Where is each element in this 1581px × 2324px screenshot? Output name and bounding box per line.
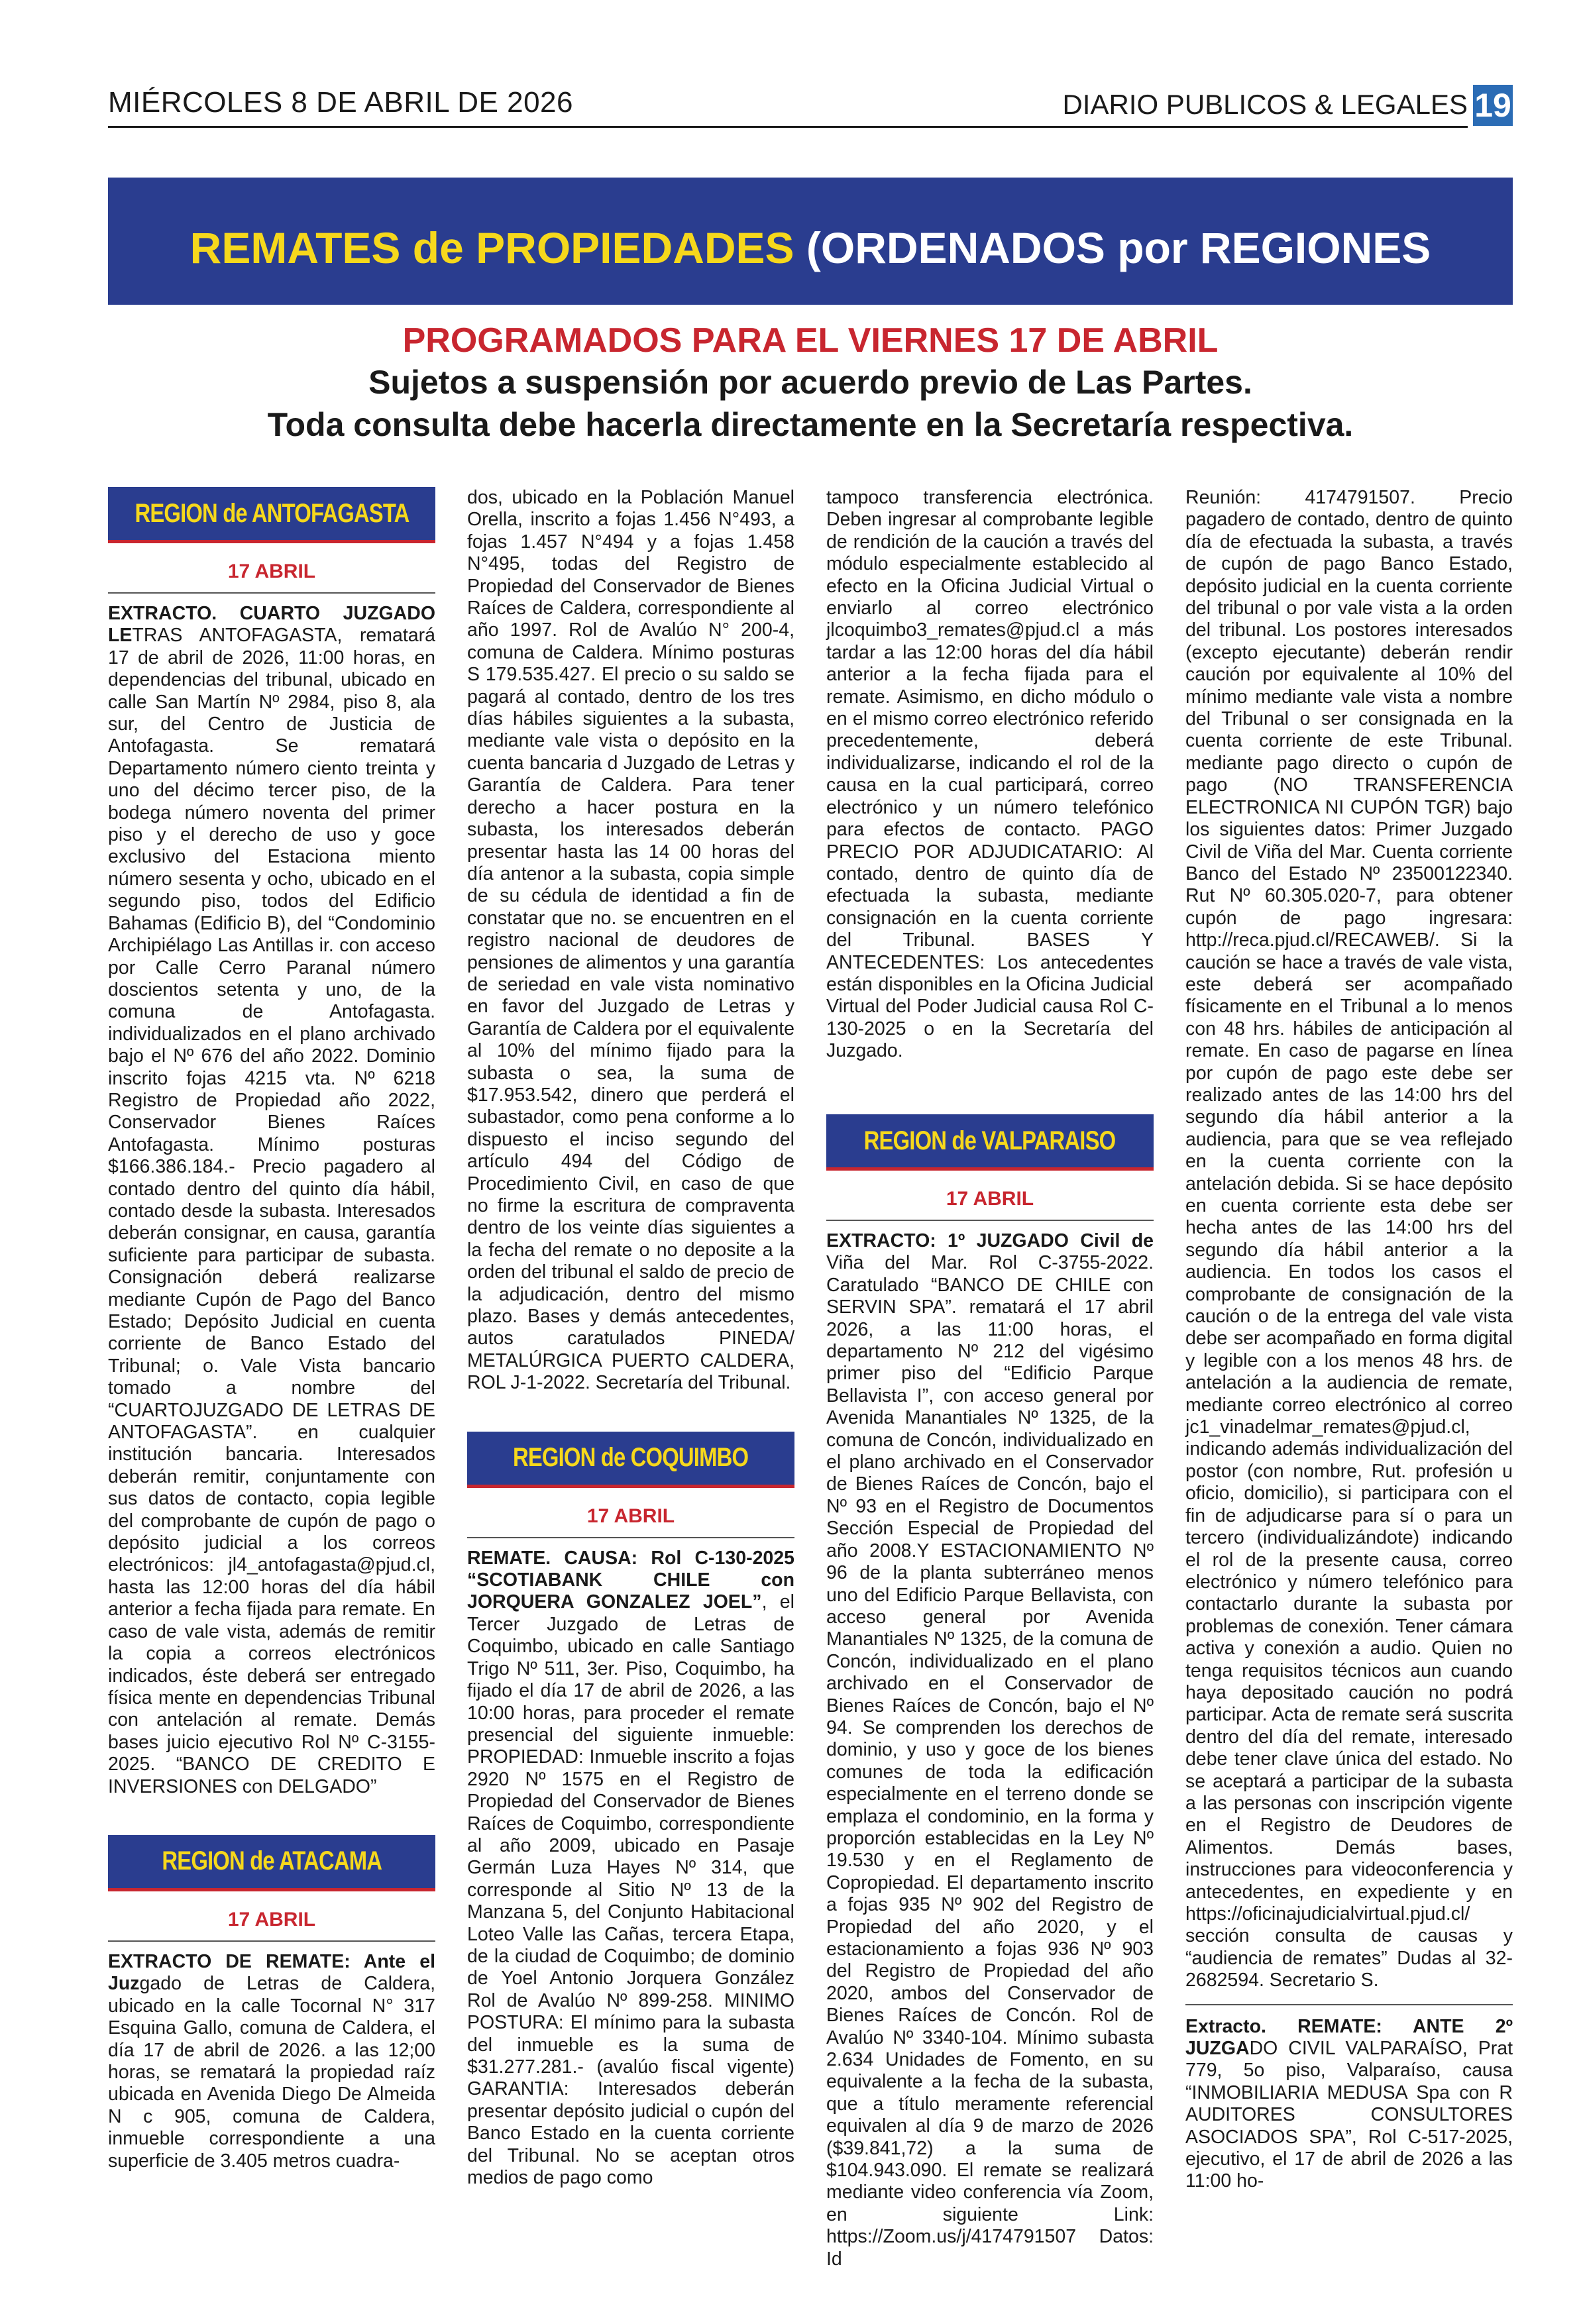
banner-title-part1: REMATES de PROPIEDADES (190, 223, 794, 272)
notice-atacama-continued: dos, ubicado en la Población Manuel Orella, inscrito a fojas 1.456 N°493, a fojas 1.457 N°494 y a fojas 1.458 N°495, todas del Registro de Propiedad del Conservador de Bienes Raíces de Caldera, correspondiente al año 1997. Rol de Avalúo N° 200-4, comuna de Caldera. Mínimo posturas S 179.535.427. El precio o su saldo se pagará al contado, dentro de los tres días hábiles siguientes a la subasta, mediante vale vista o depósito en la cuenta bancaria d Juzgado de Letras y Garantía de Caldera. Para tener derecho a hacer postura en la subasta, los interesados deberán presentar hasta las 14 00 horas del día antenor a la subasta, copia simple de su cédula de identidad a fin de constatar que no. se encuentren en el registro nacional de deudores de pensiones de alimentos y una garantía de seriedad en vale vista nominativo en favor del Juzgado de Letras y Garantía de Caldera por el equivalente al 10% del mínimo fijado para la subasta o sea, la suma de $17.953.542, dinero que perderá el subastador, como pena conforme a lo dispuesto el inciso segundo del artículo 494 del Código de Procedimiento Civil, en caso de que no firme la escritura de compraventa dentro de los veinte días siguientes a la fecha del remate o no deposite a la orden del tribunal el saldo de precio de la adjudicación, dentro del mismo plazo. Bases y demás antecedentes, autos caratulados PINEDA/ METALÚRGICA PUERTO CALDERA, ROL J-1-2022. Secretaría del Tribunal. (467, 487, 794, 1394)
notice-antofagasta (108, 603, 435, 1798)
banner-title-part2: (ORDENADOS por REGIONES (794, 223, 1431, 272)
spacer (826, 1106, 1154, 1114)
publication-name: DIARIO PUBLICOS & LEGALES (1062, 89, 1468, 120)
banner-top-strip (108, 178, 1513, 195)
notice-body: Viña del Mar. Rol C-3755-2022. Caratulado “BANCO DE CHILE con SERVIN SPA”. rematará el 17 abril 2026, a las 11:00 horas, el departamento Nº 212 del vigésimo primer piso del “Edificio Parque Bellavista I”, con acceso general por Avenida Manantiales Nº 1325, de la comuna de Concón, individualizado en el plano archivado en el Conservador de Bienes Raíces de Concón, bajo el Nº 93 en el Registro de Documentos Sección Especial de Propiedad del año 2008.Y ESTACIONAMIENTO Nº 96 de la planta subterráneo menos uno del Edificio Parque Bellavista, con acceso general por Avenida Manantiales Nº 1325, de la comuna de Concón, individualizado en el plano archivado en el Conservador de Bienes Raíces de Concón, bajo el Nº 94. Se comprenden los derechos de dominio, y uso y goce de los bienes comunes de toda la edificación especialmente en el terreno donde se emplaza el condominio, en la forma y proporción establecidas en la Ley Nº 19.530 y en el Reglamento de Copropiedad. El departamento inscrito a fojas 935 Nº 902 del Registro de Propiedad del año 2020, y el estacionamiento a fojas 936 Nº 903 del Registro de Propiedad del año 2020, ambos del Conservador de Bienes Raíces de Concón. Rol de Avalúo Nº 3340-104. Mínimo subasta 2.634 Unidades de Fomento, en su equivalente a la fecha de la subasta, que a título meramente referencial equivalen al día 9 de marzo de 2026 ($39.841,72) a la suma de $104.943.090. El remate se realizará mediante video conferencia vía Zoom, en siguiente Link: https://Zoom.us/j/4174791507 Datos: Id (826, 1252, 1154, 2270)
auction-date: 17 ABRIL (108, 547, 435, 594)
region-label: REGION de ANTOFAGASTA (134, 498, 409, 528)
column-1 (108, 487, 435, 2223)
notice-coquimbo (467, 1548, 794, 2190)
notice-body: DO CIVIL VALPARAÍSO, Prat 779, 5o piso, Valparaíso, causa “INMOBILIARIA MEDUSA Spa con R AUDITORES CONSULTORES ASOCIADOS SPA”, Rol C-517-2025, ejecutivo, el 17 de abril de 2026 a las 11:00 ho- (1185, 2038, 1513, 2192)
column-2 (467, 487, 794, 2223)
banner-title (108, 223, 1513, 273)
page-header (108, 85, 1513, 125)
page-number: 19 (1473, 85, 1513, 126)
notice-body: TRAS ANTOFAGASTA, rematará 17 de abril de 2026, 11:00 horas, en dependencias del tribunal, ubicado en calle San Martín Nº 2984, piso 8, ala sur, del Centro de Justicia de Antofagasta. Se rematará Departamento número ciento treinta y uno del décimo tercer piso, de la bodega número noventa del primer piso y el derecho de uso y goce exclusivo del Estaciona miento número sesenta y ocho, ubicado en el segundo piso, todos del Edificio Bahamas (Edificio B), del “Condominio Archipiélago Las Antillas ir. con acceso por Calle Cerro Paranal número doscientos setenta y uno, de la comuna de Antofagasta. individualizados en el plano archivado bajo el Nº 676 del año 2022. Dominio inscrito fojas 4215 vta. Nº 6218 Registro de Propiedad año 2022, Conservador Bienes Raíces Antofagasta. Mínimo posturas $166.386.184.- Precio pagadero al contado dentro del quinto día hábil, contado desde la subasta. Interesados deberán consignar, en causa, garantía suficiente para participar de subasta. Consignación deberá realizarse mediante Cupón de Pago del Banco Estado; Depósito Judicial en cuenta corriente de Banco Estado del Tribunal; o. Vale Vista bancario tomado a nombre del “CUARTOJUZGADO DE LETRAS DE ANTOFAGASTA”. en cualquier institución bancaria. Interesados deberán remitir, conjuntamente con sus datos de contacto, copia legible del comprobante de cupón de pago o depósito judicial a los correos electrónicos: jl4_antofagasta@pjud.cl, hasta las 12:00 horas del día hábil anterior a fecha fijada para remate. En caso de vale vista, además de remitir la copia a correos electrónicos indicados, éste deberá ser entregado física mente en dependencias Tribunal con antelación al remate. Demás bases juicio ejecutivo Rol Nº C-3155-2025. “BANCO DE CREDITO E INVERSIONES con DELGADO” (108, 625, 435, 1797)
auction-date: 17 ABRIL (108, 1895, 435, 1942)
notice-coquimbo-continued: tampoco transferencia electrónica. Deben ingresar al comprobante legible de rendición de la caución a través del módulo especialmente establecido al efecto en la Oficina Judicial Virtual o enviarlo al correo electrónico jlcoquimbo3_remates@pjud.cl a más tardar a las 12:00 horas del día hábil anterior a la fecha fijada para el remate. Asimismo, en dicho módulo o en el mismo correo electrónico referido precedentemente, deberá individualizarse, indicando el rol de la causa en la cual participará, correo electrónico y un número telefónico para efectos de contacto. PAGO PRECIO POR ADJUDICATARIO: Al contado, dentro de quinto día de efectuada la subasta, mediante consignación en la cuenta corriente del Tribunal. BASES Y ANTECEDENTES: Los antecedentes están disponibles en la Oficina Judicial Virtual del Poder Judicial causa Rol C-130-2025 o en la Secretaría del Juzgado. (826, 487, 1154, 1062)
schedule-heading: PROGRAMADOS PARA EL VIERNES 17 DE ABRIL (402, 321, 1219, 360)
auction-date: 17 ABRIL (826, 1175, 1154, 1221)
suspension-note: Sujetos a suspensión por acuerdo previo de Las Partes. (368, 364, 1252, 401)
spacer (108, 1798, 435, 1835)
region-label: REGION de COQUIMBO (513, 1443, 749, 1473)
issue-date: MIÉRCOLES 8 DE ABRIL DE 2026 (108, 86, 573, 119)
column-4 (1185, 487, 1513, 2223)
notice-valparaiso-continued: Reunión: 4174791507. Precio pagadero de contado, dentro de quinto día de efectuada la subasta, a través de cupón de pago Banco Estado, depósito judicial en la cuenta corriente del tribunal o por vale vista a la orden del tribunal. Los postores interesados (excepto ejecutante) deberán rendir caución por equivalente al 10% del mínimo mediante vale vista a nombre del Tribunal o ser consignada en la cuenta corriente de este Tribunal. mediante pago directo o cupón de pago (NO TRANSFERENCIA ELECTRONICA NI CUPÓN TGR) bajo los siguientes datos: Primer Juzgado Civil de Viña del Mar. Cuenta corriente Banco del Estado Nº 23500122340. Rut Nº 60.305.020-7, para obtener cupón de pago ingresara: http://reca.pjud.cl/RECAWEB/. Si la caución se hace a través de vale vista, este deberá ser acompañado físicamente en el Tribunal a lo menos con 48 hrs. hábiles de anticipación al remate. En caso de pagarse en línea por cupón de pago este debe ser realizado antes de las 14:00 hrs del segundo día hábil anterior a la audiencia, para que se vea reflejado en la cuenta corriente con la antelación debida. Si se hace depósito en cuenta corriente esta debe ser hecha antes de las 14:00 hrs del segundo día hábil anterior a la audiencia. En todos los casos el comprobante de consignación de la caución o de la entrega del vale vista debe ser acompañado en forma digital y legible con a los menos 48 hrs. de antelación a la audiencia de remate, mediante correo electrónico al correo jc1_vinadelmar_remates@pjud.cl, indicando además individualización del postor (con nombre, Rut. profesión u oficio, domicilio), si participara con el fin de adjudicarse para sí o para un tercero (individualizándote) indicando el rol de la presente causa, correo electrónico y número telefónico para contactarlo durante la subasta por problemas de conexión. Tener cámara activa y conexión a audio. Quien no tenga requisitos técnicos aun cuando haya depositado caución no podrá participar. Acta de remate será suscrita dentro del día del remate, interesado debe tener clave única del estado. No se aceptará a participar de la subasta a las personas con inscripción vigente en el Registro de Deudores de Alimentos. Demás bases, instrucciones para videoconferencia y antecedentes, en expediente y en https://oficinajudicialvirtual.pjud.cl/ sección consulta de causas y “audiencia de remates” Dudas al 32-2682594. Secretario S. (1185, 487, 1513, 1991)
region-header-atacama (108, 1835, 435, 1891)
region-header-coquimbo (467, 1432, 794, 1488)
notice-body: , el Tercer Juzgado de Letras de Coquimbo, ubicado en calle Santiago Trigo Nº 511, 3er. Piso, Coquimbo, ha fijado el día 17 de abril de 2026, a las 10:00 horas, para proceder el remate presencial del siguiente inmueble: PROPIEDAD: Inmueble inscrito a fojas 2920 Nº 1575 en el Registro de Propiedad del Conservador de Bienes Raíces de Coquimbo, correspondiente al año 2009, ubicado en Pasaje Germán Luza Hayes Nº 314, que corresponde al Sitio Nº 13 de la Manzana 5, del Conjunto Habitacional Loteo Valle las Cañas, tercera Etapa, de la ciudad de Coquimbo; de dominio de Yoel Antonio Jorquera González Rol de Avalúo Nº 899-258. MINIMO POSTURA: El mínimo para la subasta del inmueble es la suma de $31.277.281.- (avalúo fiscal vigente) GARANTIA: Interesados deberán presentar depósito judicial o cupón del Banco Estado en la cuenta corriente del Tribunal. No se aceptan otros medios de pago como (467, 1591, 794, 2189)
notice-divider (1185, 2004, 1513, 2005)
region-header-valparaiso (826, 1114, 1154, 1171)
column-3 (826, 487, 1154, 2270)
region-label: REGION de VALPARAISO (864, 1126, 1116, 1155)
notice-lead: EXTRACTO. CUARTO JUZGADO LE (108, 603, 435, 647)
notice-valparaiso-2 (1185, 2016, 1513, 2193)
spacer (467, 1395, 794, 1432)
header-rule (108, 126, 1468, 128)
notice-lead: Extracto. REMATE: ANTE 2º JUZGA (1185, 2015, 1513, 2060)
notice-lead: EXTRACTO DE REMATE: Ante el Juz (108, 1950, 435, 1995)
notice-lead: EXTRACTO: 1º JUZGADO Civil de (826, 1230, 1154, 1251)
section-banner (108, 195, 1513, 305)
notice-lead-parties: “SCOTIABANK CHILE con JORQUERA GONZALEZ JOEL” (467, 1569, 794, 1613)
notice-lead: REMATE. CAUSA: Rol C-130-2025 (467, 1547, 794, 1569)
notice-valparaiso (826, 1230, 1154, 2270)
region-header-antofagasta (108, 487, 435, 543)
notice-body: gado de Letras de Caldera, ubicado en la calle Tocornal N° 317 Esquina Gallo, comuna de Caldera, el día 17 de abril de 2026. a las 12;00 horas, se rematará la propiedad raíz ubicada en Avenida Diego De Almeida N c 905, comuna de Caldera, inmueble correspondiente a una superficie de 3.405 metros cuadra- (108, 1973, 435, 2172)
region-label: REGION de ATACAMA (162, 1846, 382, 1876)
consultation-note: Toda consulta debe hacerla directamente en la Secretaría respectiva. (267, 406, 1354, 443)
auction-date: 17 ABRIL (467, 1492, 794, 1538)
notice-atacama (108, 1951, 435, 2172)
